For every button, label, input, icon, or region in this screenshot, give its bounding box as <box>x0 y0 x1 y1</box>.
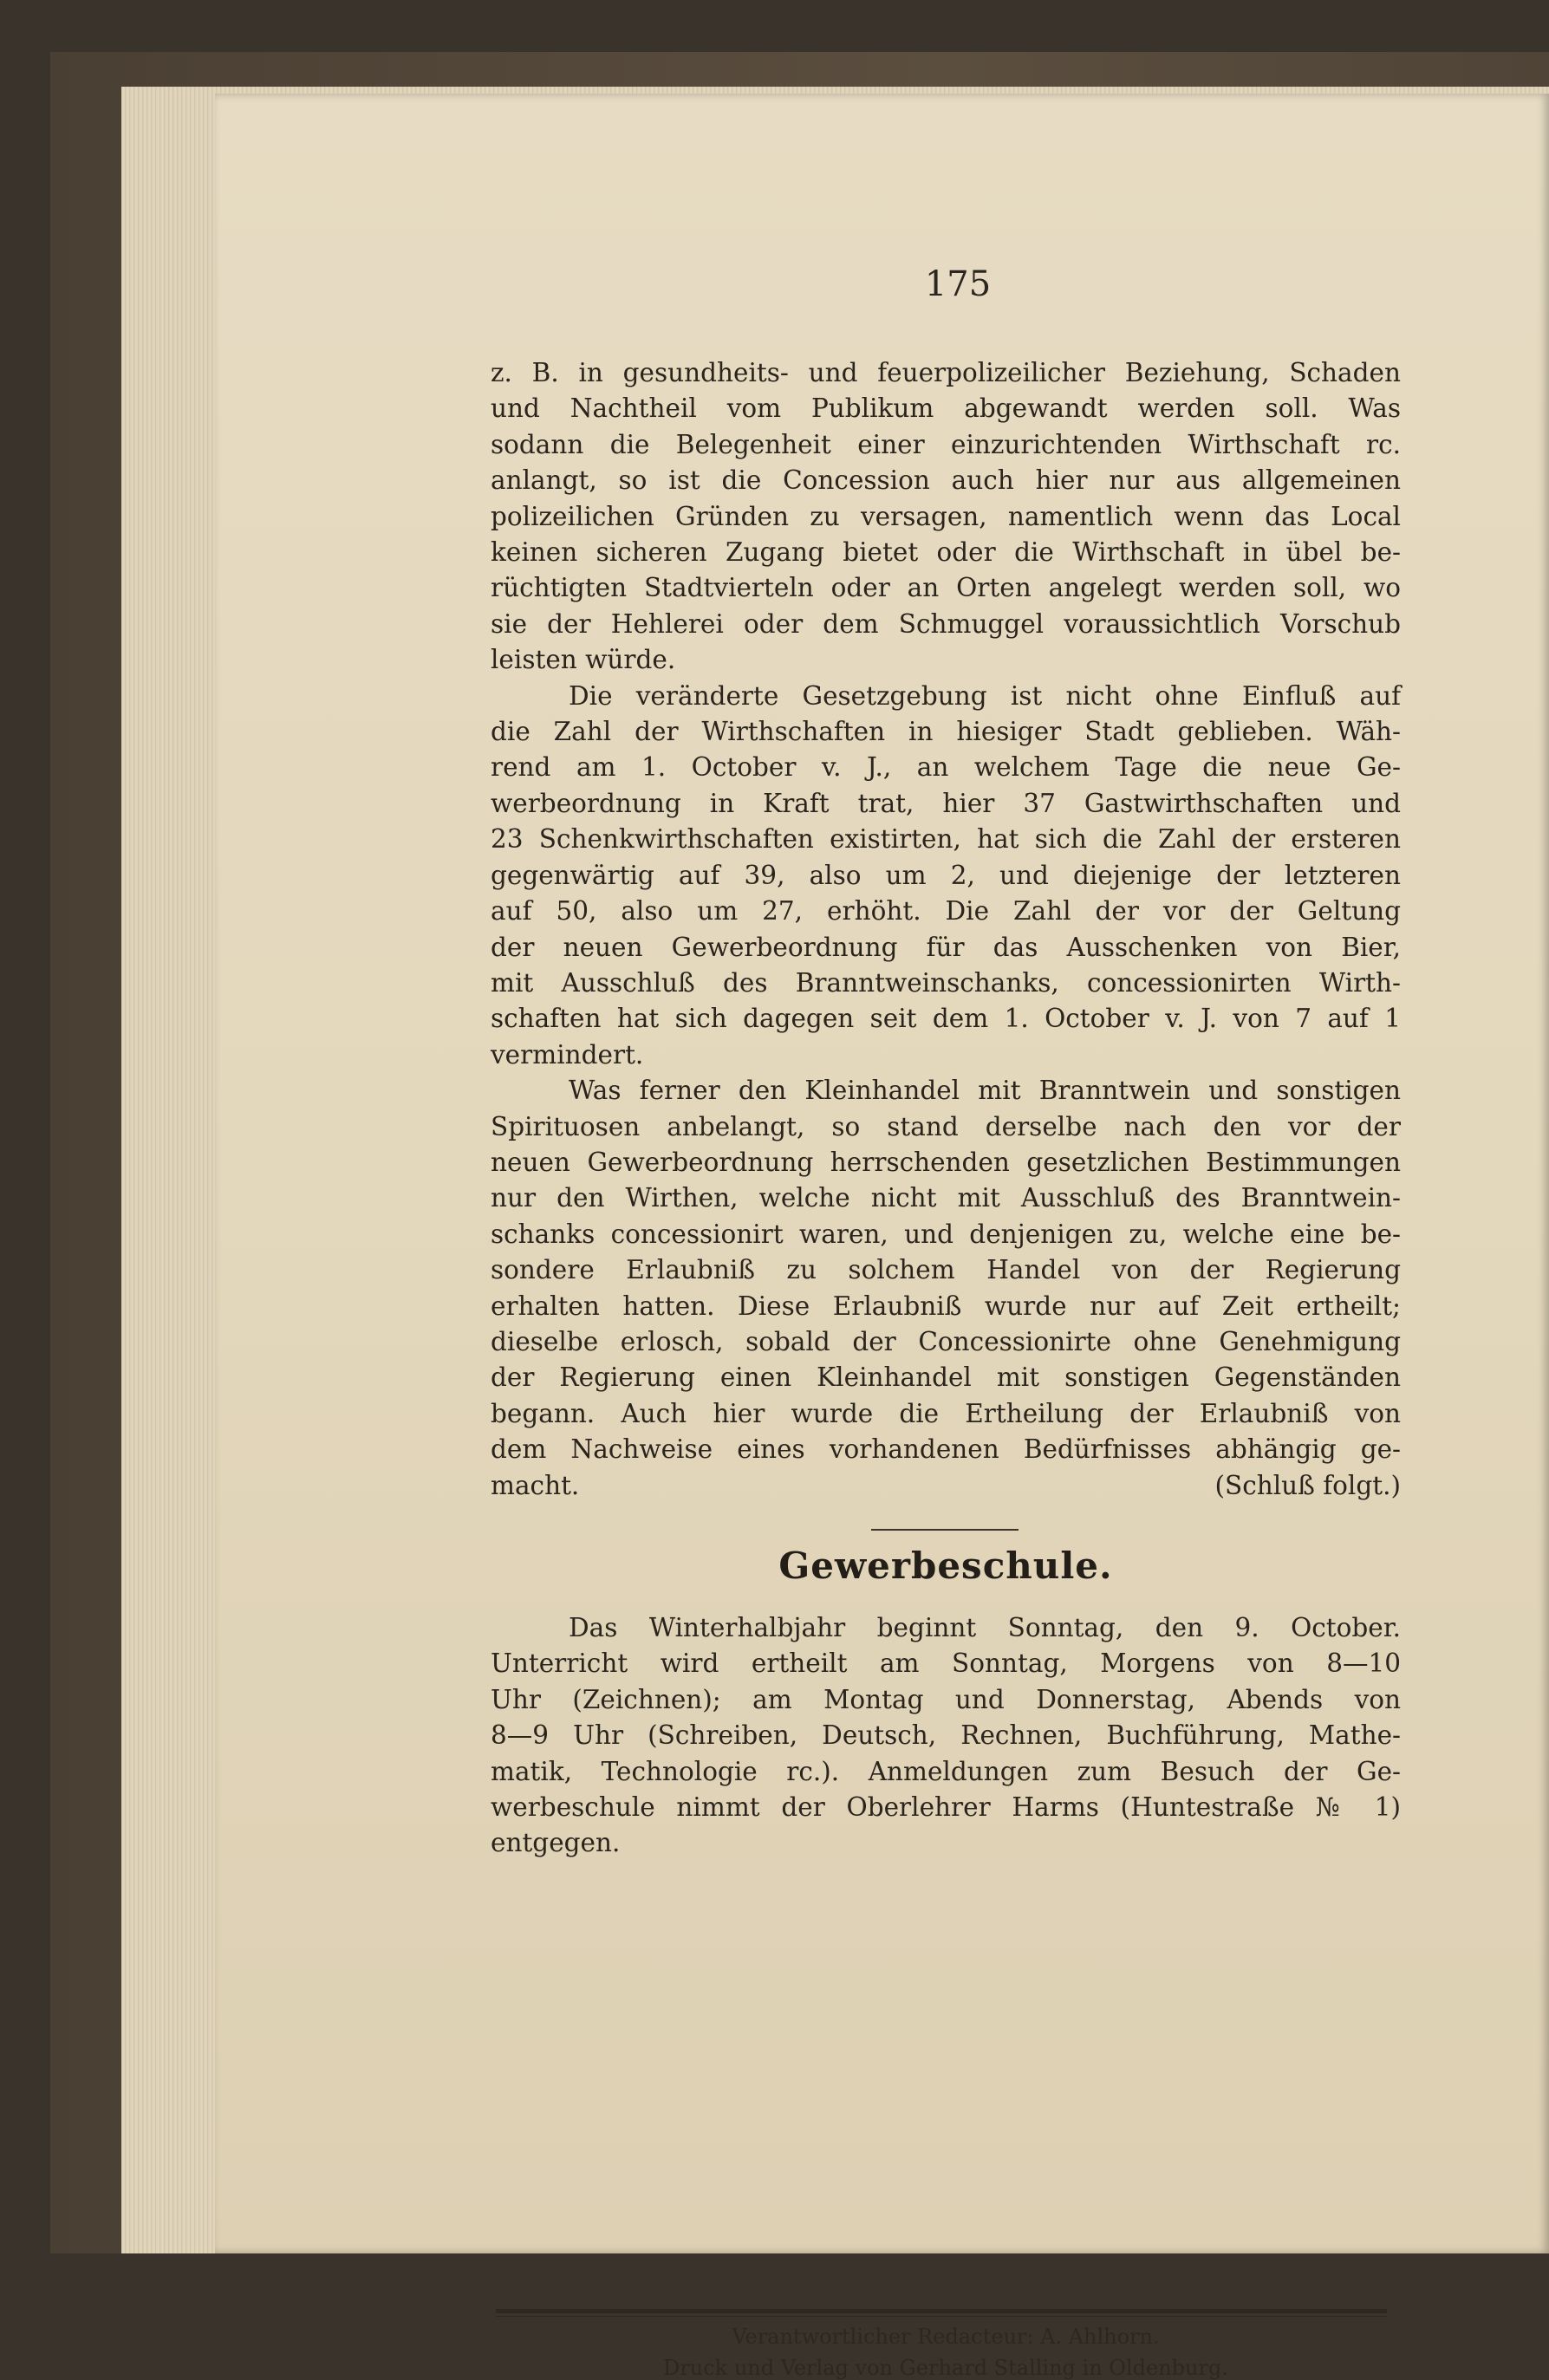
section-divider <box>871 1529 1019 1531</box>
text-line: Spirituosen anbelangt, so stand derselbe nach den vor der <box>491 1111 1401 1141</box>
text-line: keinen sicheren Zugang bietet oder die Wirthschaft in übel be- <box>491 537 1401 568</box>
text-line: schanks concessionirt waren, und denjenigen zu, welche eine be- <box>491 1219 1401 1249</box>
page-number: 175 <box>924 264 992 304</box>
text-line: polizeilichen Gründen zu versagen, namentlich wenn das Local <box>491 501 1401 531</box>
continued-note: (Schluß folgt.) <box>1214 1470 1401 1500</box>
text-line: vermindert. <box>491 1039 644 1070</box>
text-line: anlangt, so ist die Concession auch hier nur aus allgemeinen <box>491 465 1401 496</box>
text-line: sodann die Belegenheit einer einzurichtenden Wirthschaft rc. <box>491 429 1401 459</box>
text-line: rend am 1. October v. J., an welchem Tage die neue Ge- <box>491 752 1401 783</box>
text-line: Das Winterhalbjahr beginnt Sonntag, den 9. October. <box>569 1613 1401 1642</box>
text-line: sie der Hehlerei oder dem Schmuggel voraussichtlich Vorschub <box>491 608 1401 639</box>
text-line: leisten würde. <box>491 645 676 675</box>
text-line: die Zahl der Wirthschaften in hiesiger Stadt geblieben. Wäh- <box>491 717 1401 747</box>
text-line: begann. Auch hier wurde die Ertheilung der Erlaubniß von <box>491 1398 1401 1428</box>
text-line: 23 Schenkwirthschaften existirten, hat sich die Zahl der ersteren <box>491 824 1401 855</box>
text-line: und Nachtheil vom Publikum abgewandt werden soll. Was <box>491 393 1401 424</box>
text-line: der Regierung einen Kleinhandel mit sonstigen Gegenständen <box>491 1362 1401 1393</box>
text-line: Die veränderte Gesetzgebung ist nicht ohne Einfluß auf <box>569 680 1401 711</box>
section-heading: Gewerbeschule. <box>778 1544 1113 1587</box>
text-line: Unterricht wird ertheilt am Sonntag, Morgens von 8—10 <box>491 1648 1401 1679</box>
section-body <box>491 1610 1401 1862</box>
text-line: entgegen. <box>491 1828 621 1858</box>
imprint-editor: Verantwortlicher Redacteur: A. Ahlhorn. <box>732 2325 1160 2349</box>
imprint-rule-thin <box>496 2316 1387 2317</box>
text-line: nur den Wirthen, welche nicht mit Ausschluß des Branntwein- <box>491 1183 1401 1213</box>
text-line: rüchtigten Stadtvierteln oder an Orten angelegt werden soll, wo <box>491 573 1401 603</box>
text-line: Was ferner den Kleinhandel mit Branntwein und sonstigen <box>569 1076 1401 1106</box>
text-line: werbeordnung in Kraft trat, hier 37 Gastwirthschaften und <box>491 788 1401 818</box>
text-line: gegenwärtig auf 39, also um 2, und diejenige der letzteren <box>491 860 1401 890</box>
closing-text: macht. <box>491 1470 580 1500</box>
text-line: auf 50, also um 27, erhöht. Die Zahl der vor der Geltung <box>491 896 1401 927</box>
text-line: matik, Technologie rc.). Anmeldungen zum Besuch der Ge- <box>491 1756 1401 1786</box>
text-line: z. B. in gesundheits- und feuerpolizeilicher Beziehung, Schaden <box>491 358 1401 387</box>
article-body <box>491 355 1401 1504</box>
text-line: 8—9 Uhr (Schreiben, Deutsch, Rechnen, Buchführung, Mathe- <box>491 1720 1401 1751</box>
closing-line <box>491 1468 1401 1504</box>
imprint-printer: Druck und Verlag von Gerhard Stalling in Oldenburg. <box>663 2356 1228 2380</box>
imprint-rule-thick <box>496 2309 1387 2313</box>
text-line: der neuen Gewerbeordnung für das Ausschenken von Bier, <box>491 932 1401 962</box>
text-line: sondere Erlaubniß zu solchem Handel von der Regierung <box>491 1255 1401 1285</box>
text-line: werbeschule nimmt der Oberlehrer Harms (Huntestraße № 1) <box>491 1792 1401 1823</box>
text-line: schaften hat sich dagegen seit dem 1. October v. J. von 7 auf 1 <box>491 1004 1401 1034</box>
text-line: erhalten hatten. Diese Erlaubniß wurde nur auf Zeit ertheilt; <box>491 1291 1401 1321</box>
text-line: dem Nachweise eines vorhandenen Bedürfnisses abhängig ge- <box>491 1434 1401 1465</box>
text-line: neuen Gewerbeordnung herrschenden gesetzlichen Bestimmungen <box>491 1147 1401 1177</box>
text-line: Uhr (Zeichnen); am Montag und Donnerstag, Abends von <box>491 1684 1401 1714</box>
text-line: mit Ausschluß des Branntweinschanks, concessionirten Wirth- <box>491 967 1401 998</box>
text-line: dieselbe erlosch, sobald der Concessionirte ohne Genehmigung <box>491 1326 1401 1356</box>
